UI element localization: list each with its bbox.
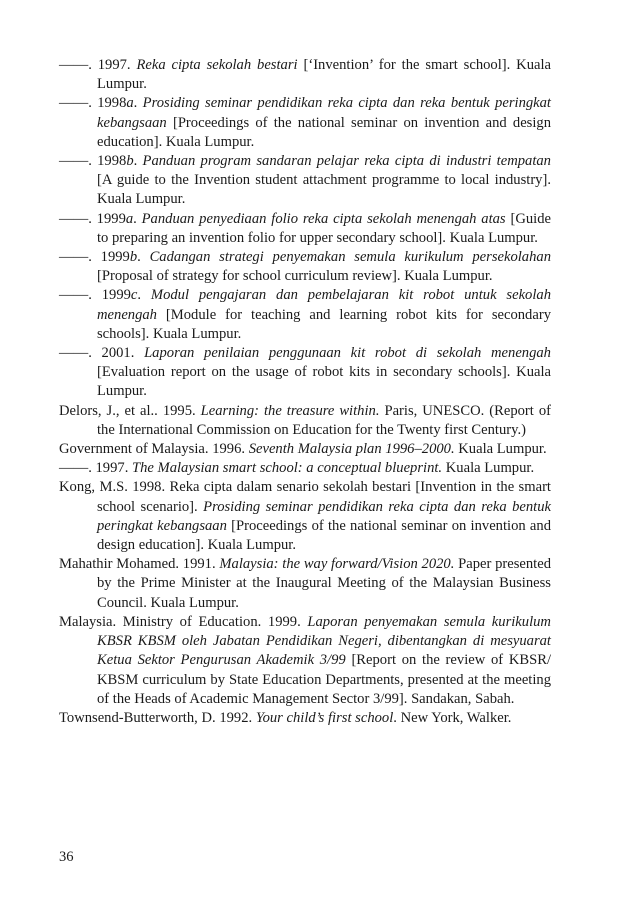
- reference-details: [Evaluation report on the usage of robot kits in secondary schools]. Kuala Lumpur.: [97, 364, 551, 400]
- reference-author: Malaysia. Ministry of Education.: [59, 613, 262, 630]
- reference-chapter-title: Reka cipta dalam senario sekolah bestari [Invention in the smart school scenario].: [97, 479, 551, 515]
- reference-title: Cadangan strategi penyemakan semula kurikulum persekolahan: [149, 249, 551, 266]
- reference-details: Paper presented by the Prime Minister at the Inaugural Meeting of the Malaysian Business Council. Kuala Lumpur.: [97, 556, 551, 611]
- reference-author: ——.: [59, 57, 92, 73]
- reference-year: 1998: [97, 95, 127, 112]
- reference-author: Government of Malaysia.: [59, 441, 209, 458]
- reference-year-end: .: [137, 287, 142, 304]
- reference-details: [A guide to the Invention student attachment programme to local industry]. Kuala Lumpur.: [97, 172, 551, 208]
- reference-author: Delors, J., et al..: [59, 402, 158, 419]
- reference-year-end: .: [133, 95, 138, 112]
- reference-entry: [59, 94, 551, 152]
- reference-title: Reka cipta sekolah bestari: [136, 57, 298, 73]
- reference-entry: [59, 459, 551, 478]
- reference-author: ——.: [59, 95, 92, 112]
- reference-year-suffix: a: [125, 210, 134, 227]
- reference-author: ——.: [59, 249, 92, 266]
- reference-year: 1999: [100, 249, 130, 266]
- reference-entry: [59, 709, 551, 728]
- reference-author: ——.: [59, 287, 92, 304]
- reference-list: [59, 56, 551, 728]
- reference-author: Townsend-Butterworth, D.: [59, 709, 216, 726]
- reference-entry: [59, 210, 551, 248]
- reference-title: Seventh Malaysia plan 1996–2000.: [248, 441, 455, 458]
- reference-details: [‘Invention’ for the smart school]. Kuala Lumpur.: [97, 57, 552, 93]
- reference-details: [Proposal of strategy for school curriculum review]. Kuala Lumpur.: [97, 268, 493, 285]
- reference-year-suffix: c: [130, 287, 138, 304]
- reference-year-end: .: [133, 153, 138, 170]
- reference-year: 2001.: [101, 345, 135, 362]
- reference-author: Kong, M.S.: [59, 479, 128, 496]
- reference-year: 1999: [101, 287, 131, 304]
- reference-entry: [59, 478, 551, 555]
- reference-title: Your child’s first school: [255, 709, 394, 726]
- reference-entry: [59, 402, 551, 440]
- reference-author: ——.: [59, 210, 92, 227]
- reference-year: 1992.: [219, 709, 253, 726]
- reference-author: ——.: [59, 460, 92, 477]
- reference-year-suffix: b: [126, 153, 134, 170]
- reference-title: Prosiding seminar pendidikan reka cipta dan reka bentuk peringkat kebangsaan: [97, 95, 551, 131]
- reference-year-suffix: b: [129, 249, 138, 266]
- reference-title: Prosiding seminar pendidikan reka cipta dan reka bentuk peringkat kebangsaan: [97, 498, 551, 534]
- reference-details: Kuala Lumpur.: [445, 460, 535, 477]
- reference-title: Laporan penilaian penggunaan kit robot di sekolah menengah: [144, 345, 551, 362]
- reference-entry: [59, 248, 551, 286]
- reference-entry: [59, 286, 551, 344]
- reference-year: 1996.: [212, 441, 246, 458]
- reference-details: Kuala Lumpur.: [458, 441, 547, 458]
- reference-author: Mahathir Mohamed.: [59, 556, 180, 573]
- reference-year: 1998.: [132, 479, 166, 496]
- page-number: 36: [59, 849, 74, 865]
- reference-details: [Report on the review of KBSR/ KBSM curriculum by State Education Departments, presented at the meeting of the Heads of Academic Management Sector 3/99]. Sandakan, Sabah.: [97, 652, 552, 707]
- reference-details: [Proceedings of the national seminar on invention and design education]. Kuala Lumpur.: [97, 517, 551, 554]
- reference-details: Paris, UNESCO. (Report of the International Commission on Education for the Twenty first Century.): [97, 402, 551, 438]
- reference-year-end: .: [133, 210, 137, 227]
- reference-entry: [59, 440, 551, 459]
- reference-author: ——.: [59, 153, 92, 170]
- reference-title: The Malaysian smart school: a conceptual blueprint.: [132, 460, 443, 477]
- reference-year: 1997.: [95, 460, 129, 477]
- reference-year: 1995.: [162, 402, 196, 419]
- reference-entry: [59, 152, 551, 210]
- reference-author: ——.: [59, 345, 92, 362]
- reference-title: Panduan program sandaran pelajar reka cipta di industri tempatan: [142, 153, 551, 170]
- reference-entry: [59, 555, 551, 613]
- reference-details: . New York, Walker.: [393, 709, 512, 726]
- reference-year: 1991.: [182, 556, 216, 573]
- reference-year: 1998: [97, 153, 127, 170]
- reference-title: Laporan penyemakan semula kurikulum KBSR KBSM oleh Jabatan Pendidikan Negeri, dibentangkan di mesyuarat Ketua Sektor Pengurusan Akademik 3/99: [97, 613, 551, 669]
- reference-title: Modul pengajaran dan pembelajaran kit robot untuk sekolah menengah: [97, 287, 551, 323]
- reference-year: 1999.: [267, 613, 301, 630]
- reference-year-end: .: [137, 249, 141, 266]
- reference-entry: [59, 344, 551, 402]
- reference-entry: [59, 613, 551, 709]
- reference-details: [Module for teaching and learning robot kits for secondary schools]. Kuala Lumpur.: [97, 306, 551, 342]
- reference-details: [Guide to preparing an invention folio for upper secondary school]. Kuala Lumpur.: [97, 210, 551, 246]
- reference-title: Learning: the treasure within.: [200, 402, 380, 419]
- reference-year: 1999: [96, 210, 126, 227]
- reference-title: Panduan penyediaan folio reka cipta sekolah menengah atas: [141, 210, 506, 227]
- reference-year-suffix: a: [126, 95, 134, 112]
- reference-details: [Proceedings of the national seminar on invention and design education]. Kuala Lumpur.: [97, 114, 551, 150]
- reference-year: 1997.: [97, 57, 131, 73]
- reference-title: Malaysia: the way forward/Vision 2020.: [219, 556, 455, 573]
- reference-entry: [59, 56, 551, 94]
